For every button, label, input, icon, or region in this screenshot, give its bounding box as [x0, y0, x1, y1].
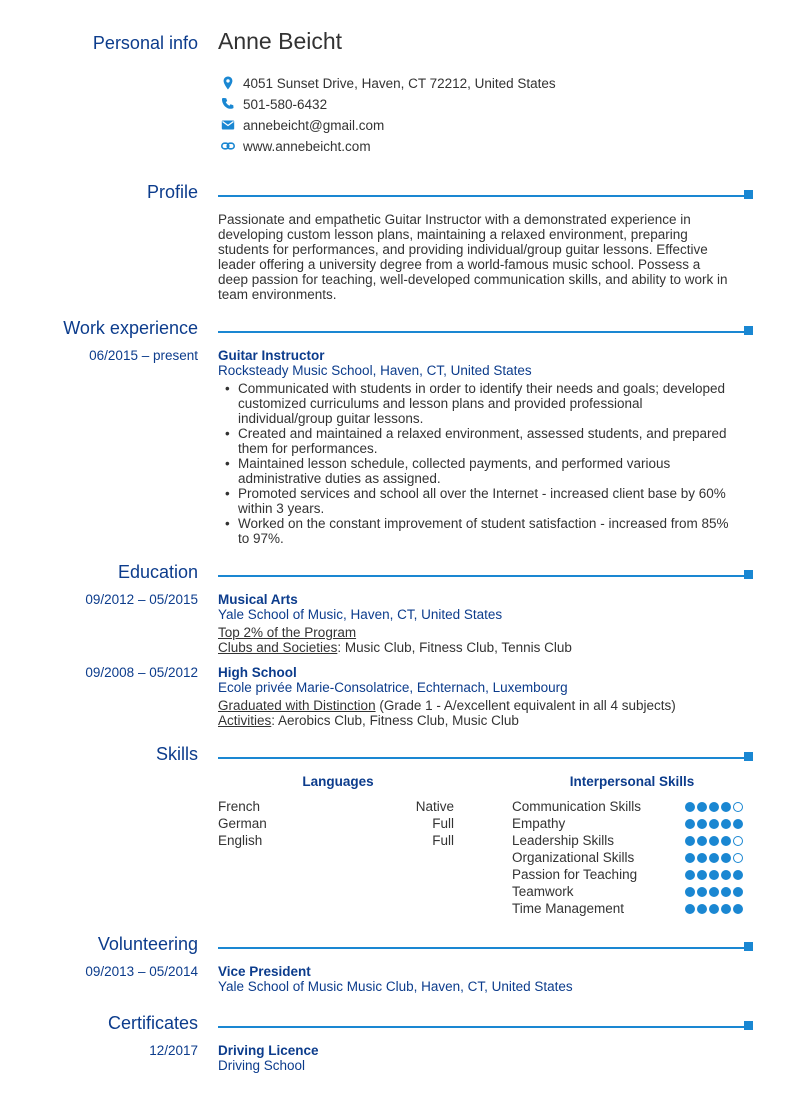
bullet-line: them for performances. — [238, 441, 378, 456]
rating-dot-filled-icon — [685, 819, 695, 829]
section-divider — [218, 575, 753, 577]
section-divider — [218, 195, 753, 197]
languages-heading: Languages — [302, 774, 374, 789]
location-pin-icon — [220, 75, 236, 91]
education-date: 09/2012 – 05/2015 — [85, 592, 198, 607]
profile-line: deep passion for teaching, well-developed communication skills, and ability to work in — [218, 272, 728, 287]
certificate-date: 12/2017 — [149, 1043, 198, 1058]
rating-dot-filled-icon — [721, 870, 731, 880]
education-note — [218, 625, 356, 640]
education-date: 09/2008 – 05/2012 — [85, 665, 198, 680]
divider-square-icon — [744, 326, 753, 335]
skill-name: Leadership Skills — [512, 833, 615, 848]
bullet-line: • Communicated with students in order to identify their needs and goals; developed — [238, 381, 726, 396]
language-level: Full — [432, 833, 454, 848]
bullet-line: • Promoted services and school all over the Internet - increased client base by 60% — [238, 486, 726, 501]
section-divider — [218, 1026, 753, 1028]
rating-dot-filled-icon — [685, 853, 695, 863]
email-link[interactable]: annebeicht@gmail.com — [243, 117, 385, 133]
skill-name: Time Management — [512, 901, 625, 916]
skill-rating — [685, 900, 743, 917]
rating-dot-filled-icon — [697, 904, 707, 914]
link-icon — [220, 138, 236, 154]
rating-dot-filled-icon — [685, 836, 695, 846]
note-text: (Grade 1 - A/excellent equivalent in all 4 subjects) — [375, 698, 676, 713]
bullet-line: administrative duties as assigned. — [238, 471, 441, 486]
certificate-issuer: Driving School — [218, 1058, 306, 1073]
list-item — [218, 426, 758, 456]
education-degree: High School — [218, 665, 297, 680]
rating-dot-empty-icon — [733, 802, 743, 812]
language-name: English — [218, 833, 263, 848]
section-divider — [218, 331, 753, 333]
education-note — [218, 713, 519, 728]
rating-dot-filled-icon — [685, 870, 695, 880]
candidate-name: Anne Beicht — [218, 28, 343, 54]
list-item — [218, 456, 758, 486]
skill-rating — [685, 815, 743, 832]
rating-dot-filled-icon — [697, 819, 707, 829]
rating-dot-filled-icon — [685, 904, 695, 914]
education-note — [218, 640, 572, 655]
skill-name: Organizational Skills — [512, 850, 635, 865]
skill-name: Communication Skills — [512, 799, 642, 814]
note-label: Clubs and Societies — [218, 640, 338, 655]
rating-dot-filled-icon — [697, 870, 707, 880]
contact-website[interactable] — [220, 137, 371, 155]
work-role: Guitar Instructor — [218, 348, 325, 363]
list-item — [218, 381, 758, 426]
skill-rating — [685, 798, 743, 815]
skill-name: Passion for Teaching — [512, 867, 638, 882]
education-school: Ecole privée Marie-Consolatrice, Echternach, Luxembourg — [218, 680, 568, 695]
bullet-line: • Worked on the constant improvement of student satisfaction - increased from 85% — [238, 516, 729, 531]
profile-line: developing custom lesson plans, maintaining a relaxed environment, preparing — [218, 227, 688, 242]
skills-heading: Skills — [155, 744, 198, 764]
rating-dot-filled-icon — [697, 802, 707, 812]
list-item — [218, 486, 758, 516]
address-text: 4051 Sunset Drive, Haven, CT 72212, United States — [243, 75, 556, 91]
rating-dot-filled-icon — [709, 819, 719, 829]
note-label: Activities — [218, 713, 272, 728]
certificates-heading: Certificates — [107, 1013, 198, 1033]
profile-line: team environments. — [218, 287, 337, 302]
education-note — [218, 698, 676, 713]
skill-name: Teamwork — [512, 884, 574, 899]
contact-address — [220, 74, 556, 92]
language-level: Full — [432, 816, 454, 831]
rating-dot-filled-icon — [733, 887, 743, 897]
rating-dot-filled-icon — [709, 870, 719, 880]
volunteering-date: 09/2013 – 05/2014 — [85, 964, 198, 979]
note-text: : Music Club, Fitness Club, Tennis Club — [337, 640, 572, 655]
volunteering-heading: Volunteering — [97, 934, 198, 954]
volunteering-role: Vice President — [218, 964, 311, 979]
rating-dot-empty-icon — [733, 836, 743, 846]
bullet-line: individual/group guitar lessons. — [238, 411, 424, 426]
rating-dot-filled-icon — [709, 904, 719, 914]
contact-email[interactable] — [220, 116, 384, 134]
section-divider — [218, 757, 753, 759]
rating-dot-filled-icon — [685, 887, 695, 897]
phone-icon — [220, 96, 236, 112]
rating-dot-filled-icon — [721, 887, 731, 897]
rating-dot-filled-icon — [697, 836, 707, 846]
rating-dot-filled-icon — [733, 904, 743, 914]
bullet-line: to 97%. — [238, 531, 284, 546]
certificate-name: Driving Licence — [218, 1043, 319, 1058]
skill-rating — [685, 849, 743, 866]
profile-text — [218, 212, 753, 302]
divider-square-icon — [744, 190, 753, 199]
rating-dot-filled-icon — [709, 887, 719, 897]
rating-dot-filled-icon — [709, 836, 719, 846]
skill-name: Empathy — [512, 816, 566, 831]
language-level: Native — [415, 799, 454, 814]
rating-dot-filled-icon — [709, 853, 719, 863]
volunteering-organization: Yale School of Music Music Club, Haven, CT, United States — [218, 979, 573, 994]
skill-rating — [685, 866, 743, 883]
divider-square-icon — [744, 1021, 753, 1030]
note-label: Top 2% of the Program — [218, 625, 357, 640]
website-link[interactable]: www.annebeicht.com — [243, 138, 371, 154]
rating-dot-empty-icon — [733, 853, 743, 863]
rating-dot-filled-icon — [685, 802, 695, 812]
divider-square-icon — [744, 752, 753, 761]
profile-heading: Profile — [146, 182, 198, 202]
personal-info-heading: Personal info — [92, 33, 198, 53]
rating-dot-filled-icon — [721, 836, 731, 846]
contact-phone — [220, 95, 327, 113]
rating-dot-filled-icon — [733, 870, 743, 880]
bullet-line: • Maintained lesson schedule, collected payments, and performed various — [238, 456, 671, 471]
note-text: : Aerobics Club, Fitness Club, Music Club — [271, 713, 519, 728]
rating-dot-filled-icon — [721, 802, 731, 812]
rating-dot-filled-icon — [721, 853, 731, 863]
bullet-line: customized curriculums and lesson plans and provided professional — [238, 396, 643, 411]
education-school: Yale School of Music, Haven, CT, United States — [218, 607, 503, 622]
rating-dot-filled-icon — [697, 853, 707, 863]
bullet-line: • Created and maintained a relaxed environment, assessed students, and prepared — [238, 426, 727, 441]
profile-line: students for performances, and providing individual/group guitar lessons. Effective — [218, 242, 708, 257]
rating-dot-filled-icon — [721, 819, 731, 829]
rating-dot-filled-icon — [733, 819, 743, 829]
work-date: 06/2015 – present — [89, 348, 198, 363]
interpersonal-heading: Interpersonal Skills — [569, 774, 695, 789]
section-divider — [218, 947, 753, 949]
education-heading: Education — [117, 562, 198, 582]
rating-dot-filled-icon — [709, 802, 719, 812]
note-label: Graduated with Distinction — [218, 698, 376, 713]
profile-line: leader offering a university degree from a world-famous music school. Possess a — [218, 257, 701, 272]
profile-line: Passionate and empathetic Guitar Instructor with a demonstrated experience in — [218, 212, 691, 227]
phone-text: 501-580-6432 — [243, 96, 328, 112]
rating-dot-filled-icon — [697, 887, 707, 897]
work-experience-heading: Work experience — [63, 318, 198, 338]
work-bullets — [218, 381, 758, 546]
skill-rating — [685, 883, 743, 900]
divider-square-icon — [744, 570, 753, 579]
education-degree: Musical Arts — [218, 592, 298, 607]
list-item — [218, 516, 758, 546]
divider-square-icon — [744, 942, 753, 951]
language-name: French — [218, 799, 261, 814]
language-name: German — [218, 816, 267, 831]
work-organization: Rocksteady Music School, Haven, CT, United States — [218, 363, 532, 378]
rating-dot-filled-icon — [721, 904, 731, 914]
envelope-icon — [220, 117, 236, 133]
bullet-line: within 3 years. — [238, 501, 325, 516]
skill-rating — [685, 832, 743, 849]
